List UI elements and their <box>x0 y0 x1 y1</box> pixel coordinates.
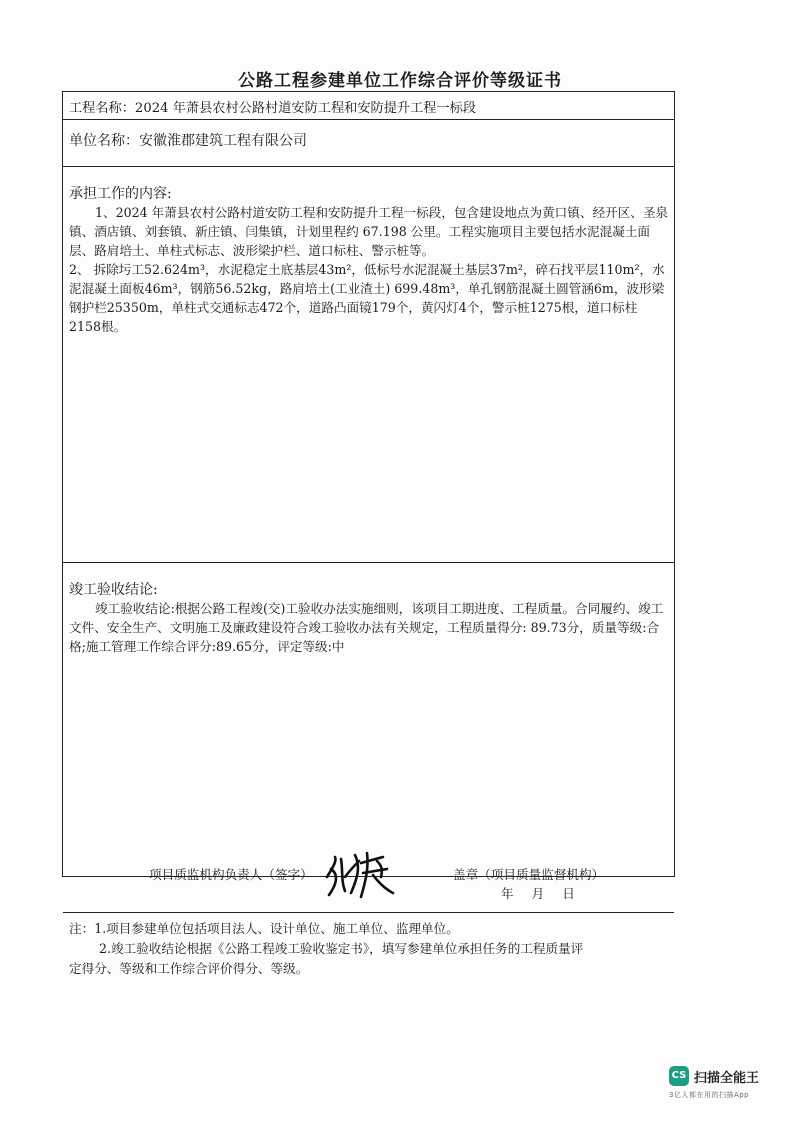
note-line-1: 注：1.项目参建单位包括项目法人、设计单位、施工单位、监理单位。 <box>69 921 459 936</box>
notes-body <box>69 919 668 979</box>
date-label: 年 月 日 <box>501 886 575 901</box>
unit-name: 单位名称：安徽淮郡建筑工程有限公司 <box>69 133 307 149</box>
document-title: 公路工程参建单位工作综合评价等级证书 <box>238 71 562 91</box>
scanner-watermark <box>669 1064 779 1104</box>
work-content-paragraph-1: 1、2024 年萧县农村公路村道安防工程和安防提升工程一标段，包含建设地点为黄口镇、经开区、圣泉镇、酒店镇、刘套镇、新庄镇、闫集镇，计划里程约 67.198 公里。工程实施项目主要包括水泥混凝土面层、路肩培土、单柱式标志、波形梁护栏、道口标柱、警示桩等。 <box>69 205 669 258</box>
acceptance-label: 竣工验收结论: <box>69 582 158 598</box>
unit-name-row <box>63 120 674 167</box>
stamp-label: 盖章（项目质量监督机构） <box>453 867 605 882</box>
work-content-paragraph-2: 2、 拆除圬工52.624m³，水泥稳定土底基层43m²，低标号水泥混凝土基层37m²，碎石找平层110m²，水泥混凝土面板46m³，钢筋56.52kg，路肩培土(工业渣土) 699.48m³，单孔钢筋混凝土圆管涵6m，波形梁钢护栏25350m，单柱式交通标志472个，道路凸面镜179个，黄闪灯4个，警示桩1275根，道口标柱2158根。 <box>69 262 665 334</box>
work-content-section <box>63 167 674 563</box>
signature-area <box>63 853 674 903</box>
note-line-2: 2.竣工验收结论根据《公路工程竣工验收鉴定书》，填写参建单位承担任务的工程质量评 <box>99 941 584 956</box>
acceptance-body <box>69 599 668 656</box>
work-content-body <box>69 203 668 336</box>
acceptance-text: 竣工验收结论:根据公路工程竣(交)工验收办法实施细则，该项目工期进度、工程质量。合同履约、竣工文件、安全生产、文明施工及廉政建设符合竣工验收办法有关规定，工程质量得分: 89.73分，质量等级:合格;施工管理工作综合评分:89.65分，评定等级:中 <box>69 601 664 654</box>
acceptance-section <box>63 563 674 913</box>
scanner-app-tagline: 3亿人都在用的扫描App <box>669 1091 750 1099</box>
certificate-table <box>62 91 675 976</box>
project-name: 工程名称：2024 年萧县农村公路村道安防工程和安防提升工程一标段 <box>69 101 477 116</box>
handwritten-signature <box>321 847 401 899</box>
note-line-3: 定得分、等级和工作综合评价得分、等级。 <box>69 961 309 976</box>
project-name-row <box>63 92 674 120</box>
supervisor-signature-label: 项目质监机构负责人（签字） <box>149 867 313 882</box>
scanner-logo-icon: CS <box>669 1066 689 1086</box>
work-content-label: 承担工作的内容: <box>69 186 172 202</box>
scanner-app-name: 扫描全能王 <box>694 1071 760 1086</box>
